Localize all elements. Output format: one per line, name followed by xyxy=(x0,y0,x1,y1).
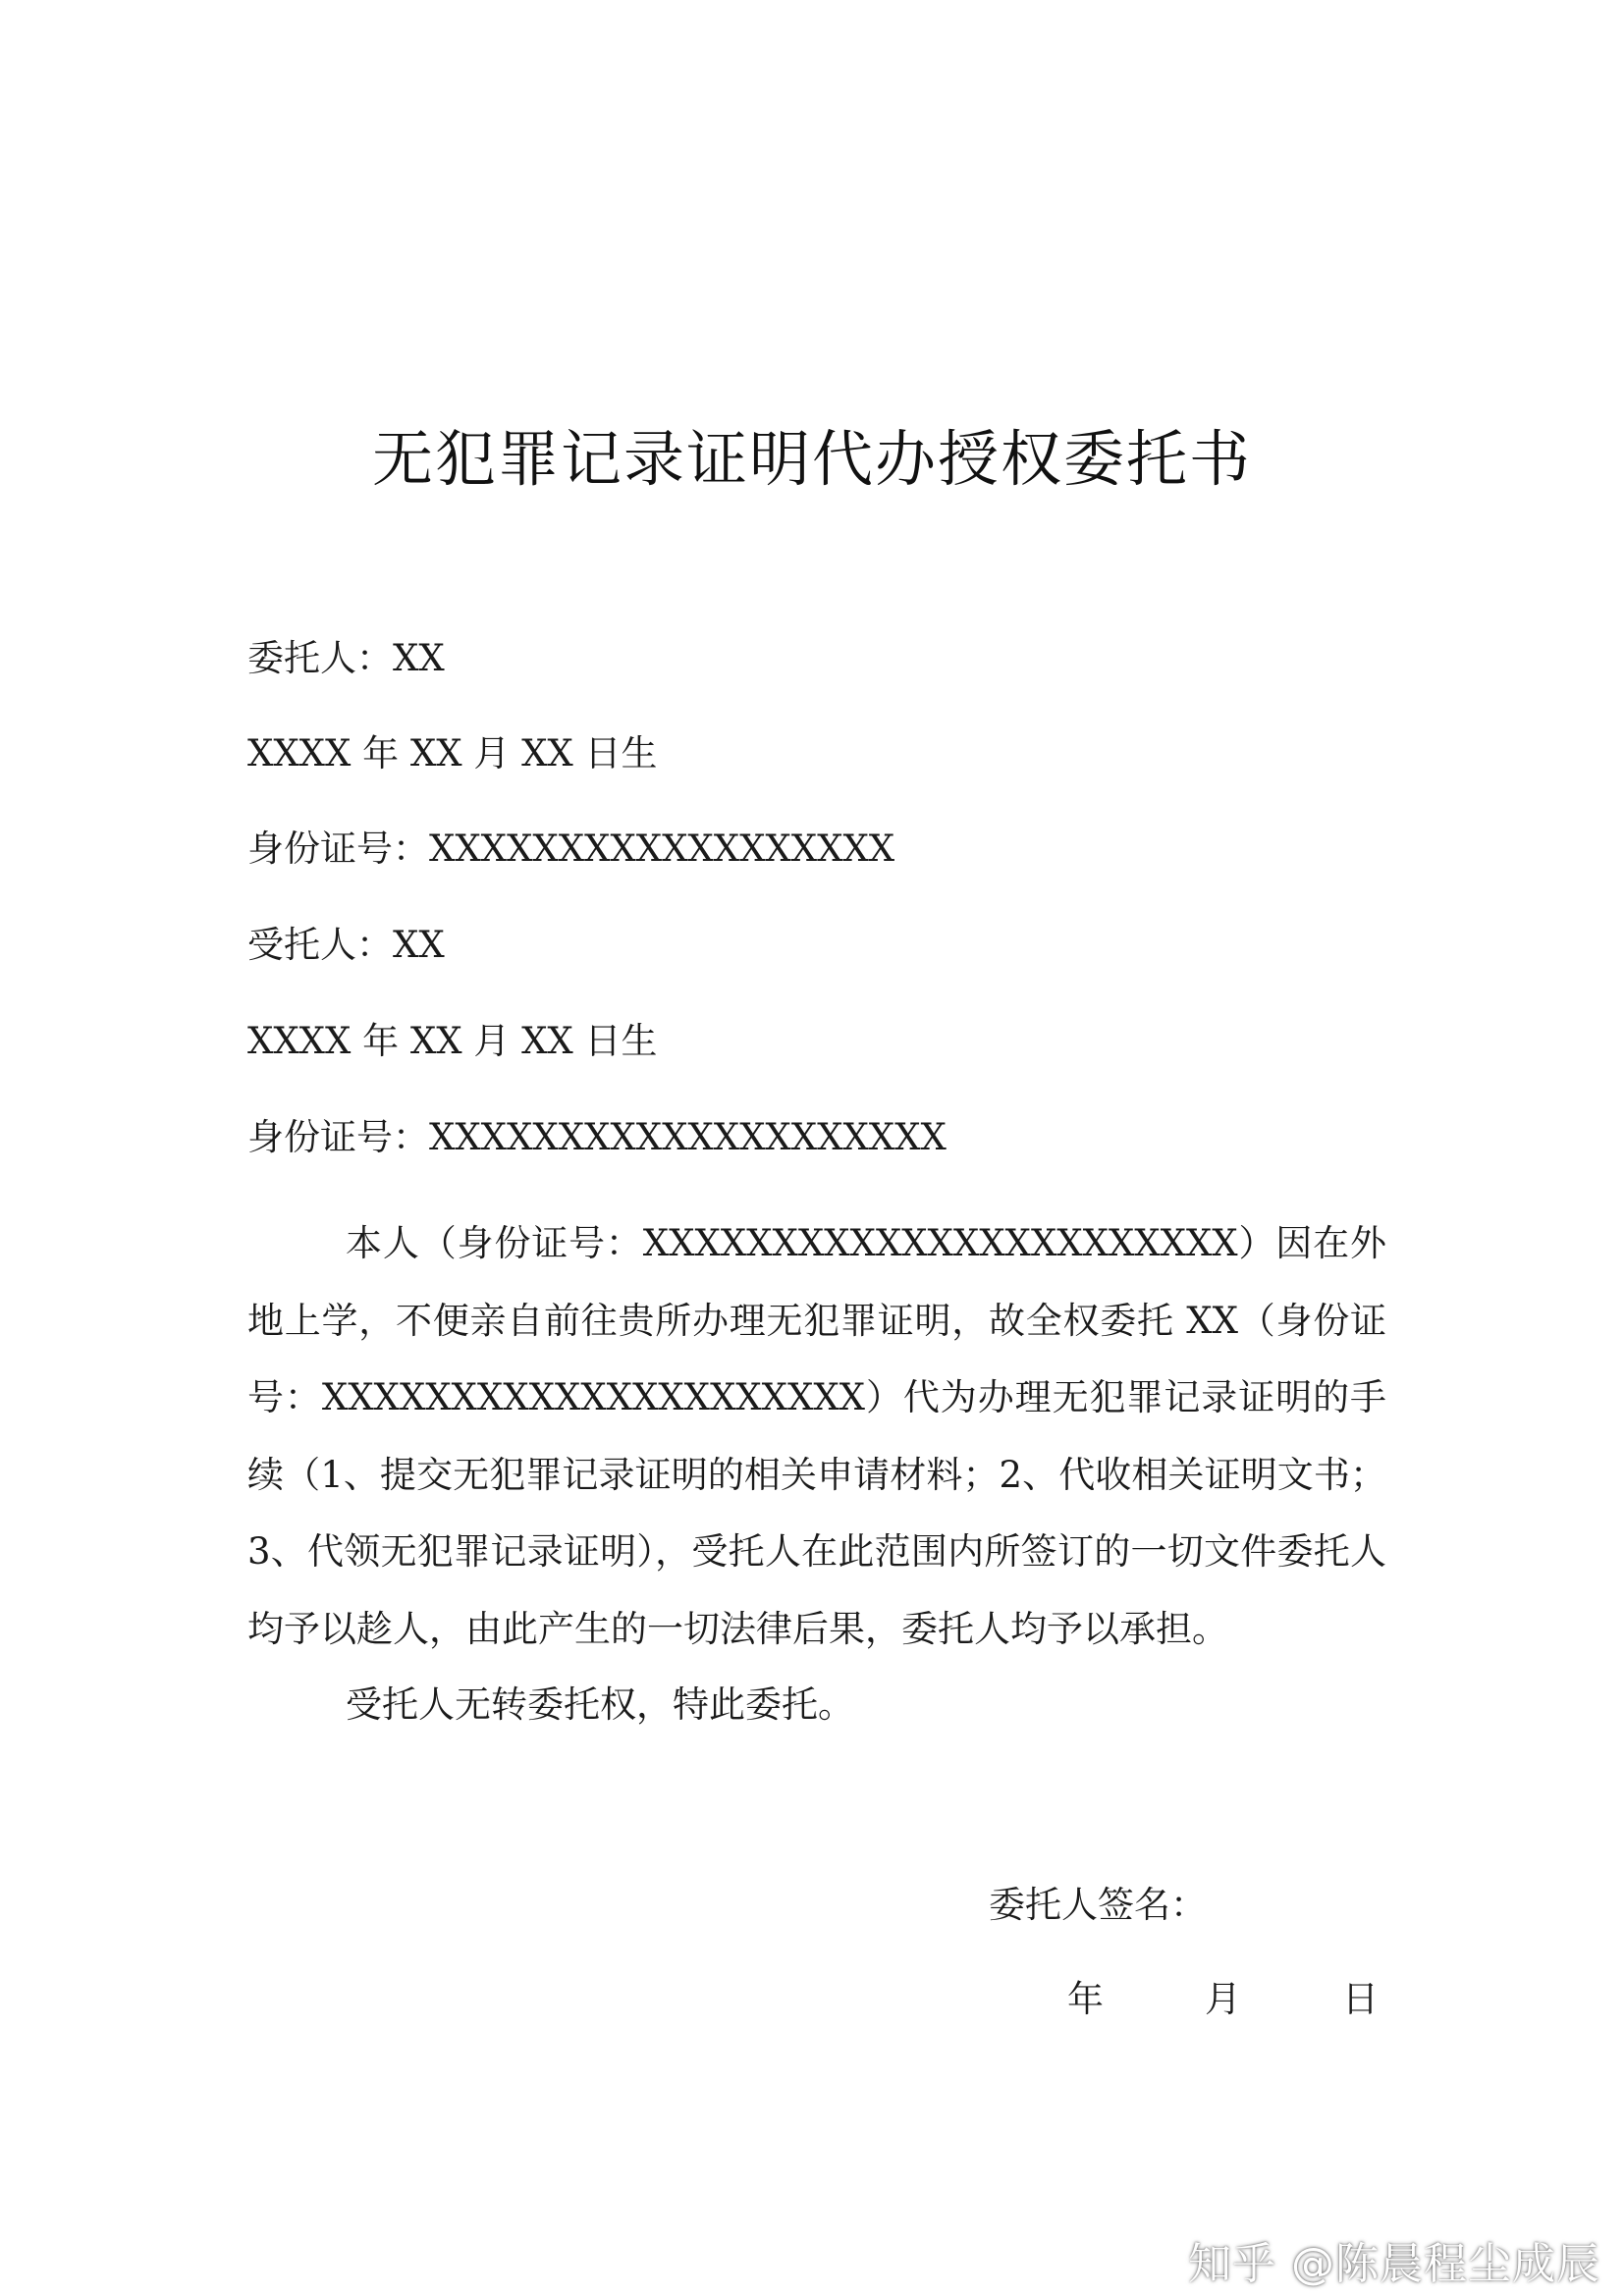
authorization-paragraph: 本人（身份证号：XXXXXXXXXXXXXXXXXXXXXXX）因在外地上学，不便亲自前往贵所办理无犯罪证明，故全权委托 XX（身份证号：XXXXXXXXXXXXXXXXXXXXX）代为办理无犯罪记录证明的手续（1、提交无犯罪记录证明的相关申请材料；2、代收相关证明文书；3、代领无犯罪记录证明），受托人在此范围内所签订的一切文件委托人均予以趁人，由此产生的一切法律后果，委托人均予以承担。 xyxy=(247,1222,1386,1650)
principal-id: 身份证号：XXXXXXXXXXXXXXXXXX xyxy=(247,828,895,870)
agent-id: 身份证号：XXXXXXXXXXXXXXXXXXXX xyxy=(247,1116,947,1158)
date-month-label: 月 xyxy=(1205,1978,1241,2020)
principal-name: 委托人：XX xyxy=(247,637,445,679)
date-year-label: 年 xyxy=(1067,1978,1104,2020)
closing-statement: 受托人无转委托权，特此委托。 xyxy=(346,1683,854,1726)
agent-name: 受托人：XX xyxy=(247,924,445,966)
date-day-label: 日 xyxy=(1342,1978,1379,2020)
principal-birth: XXXX 年 XX 月 XX 日生 xyxy=(247,732,658,774)
source-watermark: 知乎 @陈晨程尘成辰 xyxy=(1188,2239,1600,2289)
document-title: 无犯罪记录证明代办授权委托书 xyxy=(371,423,1252,495)
signature-label: 委托人签名： xyxy=(989,1884,1207,1926)
agent-birth: XXXX 年 XX 月 XX 日生 xyxy=(247,1020,658,1062)
